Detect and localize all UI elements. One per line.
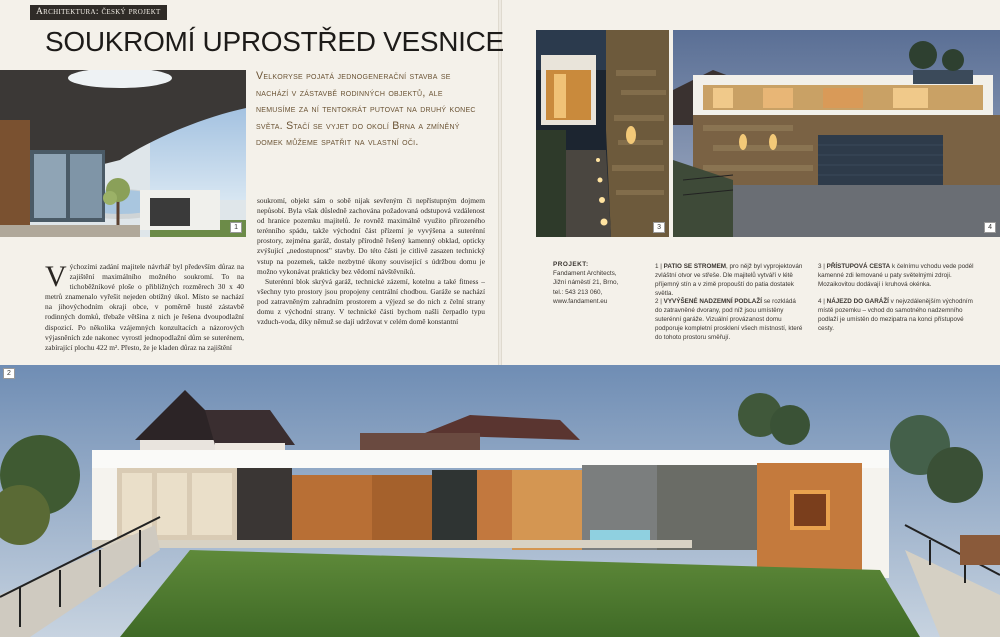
column-2-text-b: Suterénní blok skrývá garáž, technické zázemí, kotelnu a také fitness – všechny tyto prostory jsou propojeny centrální chodbou. Garáže se nachází pod zatravněným zahradním prostorem a výjezd se do nich z čelní strany domu z východní strany. V technické části bychom našli čerpadlo typu vzduch-voda, díky němuž se dají udržovat v celém domě konstantní xyxy=(257,276,485,327)
lead-paragraph: Velkoryse pojatá jednogenerační stavba se nachází v zástavbě rodinných objektů, ale nemusíme za ní tentokrát putovat na druhý konec světa. Stačí se vyjet do okolí Brna a zmíněný domek můžeme spatřit na vlastní oči. xyxy=(256,70,476,149)
section-tag: Architektura: český projekt xyxy=(30,5,167,20)
article-title: SOUKROMÍ UPROSTŘED VESNICE xyxy=(45,26,504,57)
project-line: www.fandament.eu xyxy=(553,297,608,305)
project-credits xyxy=(553,260,648,306)
column-2-text-a: soukromí, objekt sám o sobě nijak sevřeným či nepřístupným dojmem nepůsobí. Byla však důsledně zachována požadovaná odstupová vzdálenost od hranice pozemku majitelů. Je rovněž maximálně využito přirozeného terénního spádu, takže východní část přízemí je vyvýšena a suterénní prostory, zejména garáž, dostaly přírodně řešený kamenný obklad, opticky zvýšující „nedostupnost" stavby. Do této části je citlivě zasazen technický vstup na pozemek, takže nezbytné úkony související s údržbou domu je možno vykonávat prakticky bez vědomí návštěvníků. xyxy=(257,196,485,276)
project-line: Fandament Architects, xyxy=(553,270,617,278)
drop-cap: V xyxy=(45,260,67,293)
figure-number: 1 xyxy=(230,222,242,233)
photo-garage xyxy=(673,30,1000,237)
body-column-2 xyxy=(257,196,485,327)
photo-house-panorama xyxy=(0,365,1000,637)
column-1-text: ýchozími zadání majitele návrhář byl především důraz na zajištění maximálního možného soukromí. To na tichoběžníkové ploše o přibližných rozměrech 30 x 40 metrů znamenalo vyřešit nejeden obtížný úkol. Místo se nachází na jihovýchodním okraji obce, v poměrně husté zástavbě rodinných domků, třebaže většina z nich je řešena dvoupodlažní dispozicí. Po několika vzájemných konzultacích a názorových výjasněních zde nakonec vyrostl jednopodlažní dům se suterénem, zabírající plochu 422 m². Přesto, že je kladen důraz na zajištění xyxy=(45,262,244,352)
caption-note-1: 1 | PATIO SE STROMEM, pro nějž byl vyprojektován zvláštní otvor ve střeše. Dle majitelů vytváří v létě příjemný stín a v zimě propouští do patia dostatek světla. xyxy=(655,263,803,297)
figure-number: 4 xyxy=(984,222,996,233)
photo-entrance-path xyxy=(536,30,669,237)
body-column-1 xyxy=(45,262,244,353)
photo-patio xyxy=(0,70,246,237)
project-line: tel.: 543 213 060, xyxy=(553,288,603,296)
project-line: Jižní náměstí 21, Brno, xyxy=(553,279,619,287)
project-label: PROJEKT: xyxy=(553,261,589,268)
caption-note-4: 4 | NÁJEZD DO GARÁŽÍ v nejvzdálenějším východním místě pozemku – vchod do samotného nadzemního podlaží je umístěn do mezipatra na konci přístupové cesty. xyxy=(818,298,973,332)
caption-note-3: 3 | PŘÍSTUPOVÁ CESTA k čelnímu vchodu vede podél kamenné zdi lemované u paty světelnými zdroji. Mozaikovitou dodávají i kruhová okénka. xyxy=(818,263,974,288)
caption-note-2: 2 | VYVÝŠENÉ NADZEMNÍ PODLAŽÍ se rozkládá do zatravněné dvorany, pod níž jsou umístěny suterénní garáže. Vizuální provázanost domu podporuje kompletní prosklení všech místností, které do tohoto prostoru směřují. xyxy=(655,298,803,341)
figure-number: 3 xyxy=(653,222,665,233)
figure-number: 2 xyxy=(3,368,15,379)
